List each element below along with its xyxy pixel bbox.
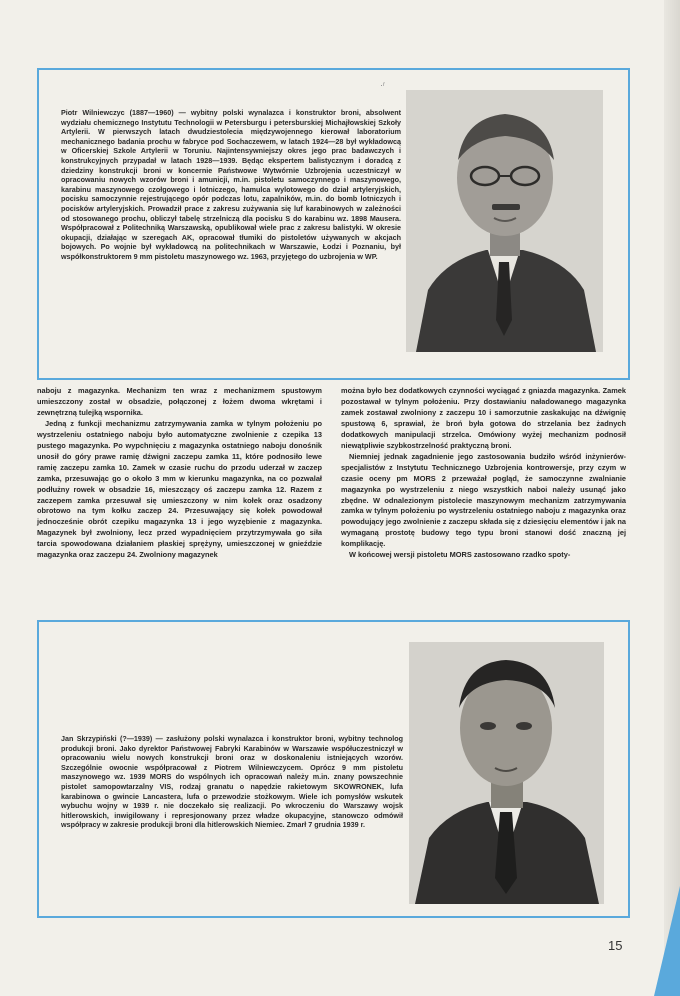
page-number: 15 <box>608 938 623 953</box>
bio-box-skrzypinski <box>37 620 630 918</box>
body-column-left <box>37 386 322 561</box>
body-paragraph: Niemniej jednak zagadnienie jego zastosowania budziło wśród inżynierów-specjalistów z Instytutu Technicznego Uzbrojenia kontrowersje, przy czym w czasie oceny pm MORS 2 przeważał pogląd, że samoczynne zwalnianie magazynka po wystrzeleniu z niego wszystkich naboi należy usunąć jako zbędne. W odnalezionym pistolecie maszynowym mechanizm zatrzymywania zamka w tylnym położeniu po wystrzeleniu ostatniego naboju z magazynka oraz powodujący jego zwolnienie z zaczepu składa się z dziesięciu elementów i jak na wymaganą prostotę budowy tego typu broni stanowi dość znaczną jej komplikację. <box>341 451 626 549</box>
page-edge <box>664 0 680 996</box>
body-column-right <box>341 386 626 561</box>
corner-accent <box>654 886 680 996</box>
bio-box-wilniewczyc <box>37 68 630 380</box>
body-columns <box>37 386 630 606</box>
body-paragraph: W końcowej wersji pistoletu MORS zastosowano rzadko spoty- <box>349 550 571 560</box>
portrait-skrzypinski <box>409 642 604 904</box>
portrait-photo-icon <box>409 642 604 904</box>
body-paragraph: można było bez dodatkowych czynności wyciągać z gniazda magazynka. Zamek pozostawał w tylnym położeniu. Przy dostawianiu naładowanego magazynka zamek zostawał zwolniony z zaczepu 10 i samorzutnie zaskakując na dźwignię spustową 6, sprawiał, że broń była gotowa do strzelania bez żadnych dodatkowych manipulacji strzelca. Omówiony wyżej mechanizm podnosił niewątpliwie szybkostrzelność praktyczną broni. <box>341 386 626 450</box>
bio-text-skrzypinski: Jan Skrzypiński (?—1939) — zasłużony polski wynalazca i konstruktor broni, wybitny technolog produkcji broni. Jako dyrektor Państwowej Fabryki Karabinów w Warszawie współuczestniczył w opracowaniu wielu nowych konstrukcji broni oraz w doskonaleniu istniejących wzorów. Szczególnie owocnie współpracował z Piotrem Wilniewczycem. Oprócz 9 mm pistoletu maszynowego wz. 1939 MORS do wspólnych ich opracowań należy m.in. znany powszechnie pistolet samopowtarzalny VIS, rodzaj granatu o napędzie rakietowym SKOWRONEK, lufa karabinowa o gwincie Lancastera, lufa o przewodzie stożkowym. Wiele ich pomysłów wskutek wybuchu wojny w 1939 r. nie doczekało się realizacji. Po wkroczeniu do Warszawy wojsk hitlerowskich, inwigilowany i represjonowany przez władze okupacyjne, stanowczo odmówił współpracy w zakresie produkcji broni dla hitlerowskich Niemiec. Zmarł 7 grudnia 1939 r. <box>61 734 403 830</box>
portrait-wilniewczyc <box>406 90 603 352</box>
stray-mark: ·ʳ <box>380 80 386 90</box>
portrait-photo-icon <box>406 90 603 352</box>
body-paragraph: naboju z magazynka. Mechanizm ten wraz z mechanizmem spustowym umieszczony został w obsadzie, połączonej z łożem dwoma wkrętami i zewnętrzną tulejką wspornika. <box>37 386 322 417</box>
bio-text-wilniewczyc: Piotr Wilniewczyc (1887—1960) — wybitny polski wynalazca i konstruktor broni, absolwent wydziału chemicznego Instytutu Technologii w Petersburgu i petersburskiej Michajłowskiej Szkoły Artylerii. W pierwszych latach dwudziestolecia międzywojennego kierował laboratorium mechanicznego badania prochu w fabryce pod Sochaczewem, w latach 1924—28 był wykładowcą w Oficerskiej Szkole Artylerii w Toruniu. Najintensywniejszy okres jego prac badawczych i konstrukcyjnych przypadał w latach 1928—1939. Będąc ekspertem balistycznym i doradcą z dziedziny konstrukcji broni w koncernie Państwowe Wytwórnie Uzbrojenia uczestniczył w opracowaniu nowych wzorów broni i amunicji, m.in. pistoletu samoczynnego i maszynowego, karabinu maszynowego czołgowego i lotniczego, hamulca wylotowego do dział artyleryjskich, pocisku samoczynnie rejestrującego opór podczas lotu, zapalników, m.in. do bomb lotniczych i pocisków artyleryjskich. Prowadził prace z zakresu zużywania się luf karabinowych w zależności od stosowanego prochu, obliczył tabelę strzelniczą dla pocisku S do karabinu wz. 1898 Mausera. Współpracował z Politechniką Warszawską, opublikował wiele prac z zakresu balistyki. W okresie okupacji, działając w szeregach AK, opracował tłumiki do pistoletów używanych w akcjach bojowych. Po wojnie był wykładowcą na politechnikach w Warszawie, Łodzi i Poznaniu, był współkonstruktorem 9 mm pistoletu maszynowego wz. 1963, przyjętego do uzbrojenia w WP. <box>61 108 401 261</box>
body-paragraph: Jedną z funkcji mechanizmu zatrzymywania zamka w tylnym położeniu po wystrzeleniu ostatniego naboju było automatyczne zwolnienie z czepika 13 pustego magazynka. Po wypchnięciu z magazynka ostatniego naboju donośnik unosił do góry prawe ramię dźwigni zaczepu zamka 11, które podnosiło lewe ramię zaczepu zamka 10. Zamek w czasie ruchu do przodu uderzał w zaczep zamka, przesuwając go o około 3 mm w kierunku magazynka, na co pozwalał podłużny rowek w obsadzie 16, mieszczący oś zaczepu zamka 12. Razem z zaczepem zamka przesuwał się umieszczony w nim kołek oraz osadzony obrotowo na tym kołku zaczep 24. Przesuwający się kołek powodował jednocześnie obrót czepiku magazynka 13 i jego wyzębienie z magazynka. Magazynek był zwolniony, lecz przed wypadnięciem przytrzymywała go siła tarcia spowodowana działaniem płaskiej sprężyny, umieszczonej w gnieździe magazynka oraz zaczepu 24. Zwolniony magazynek <box>37 418 322 560</box>
